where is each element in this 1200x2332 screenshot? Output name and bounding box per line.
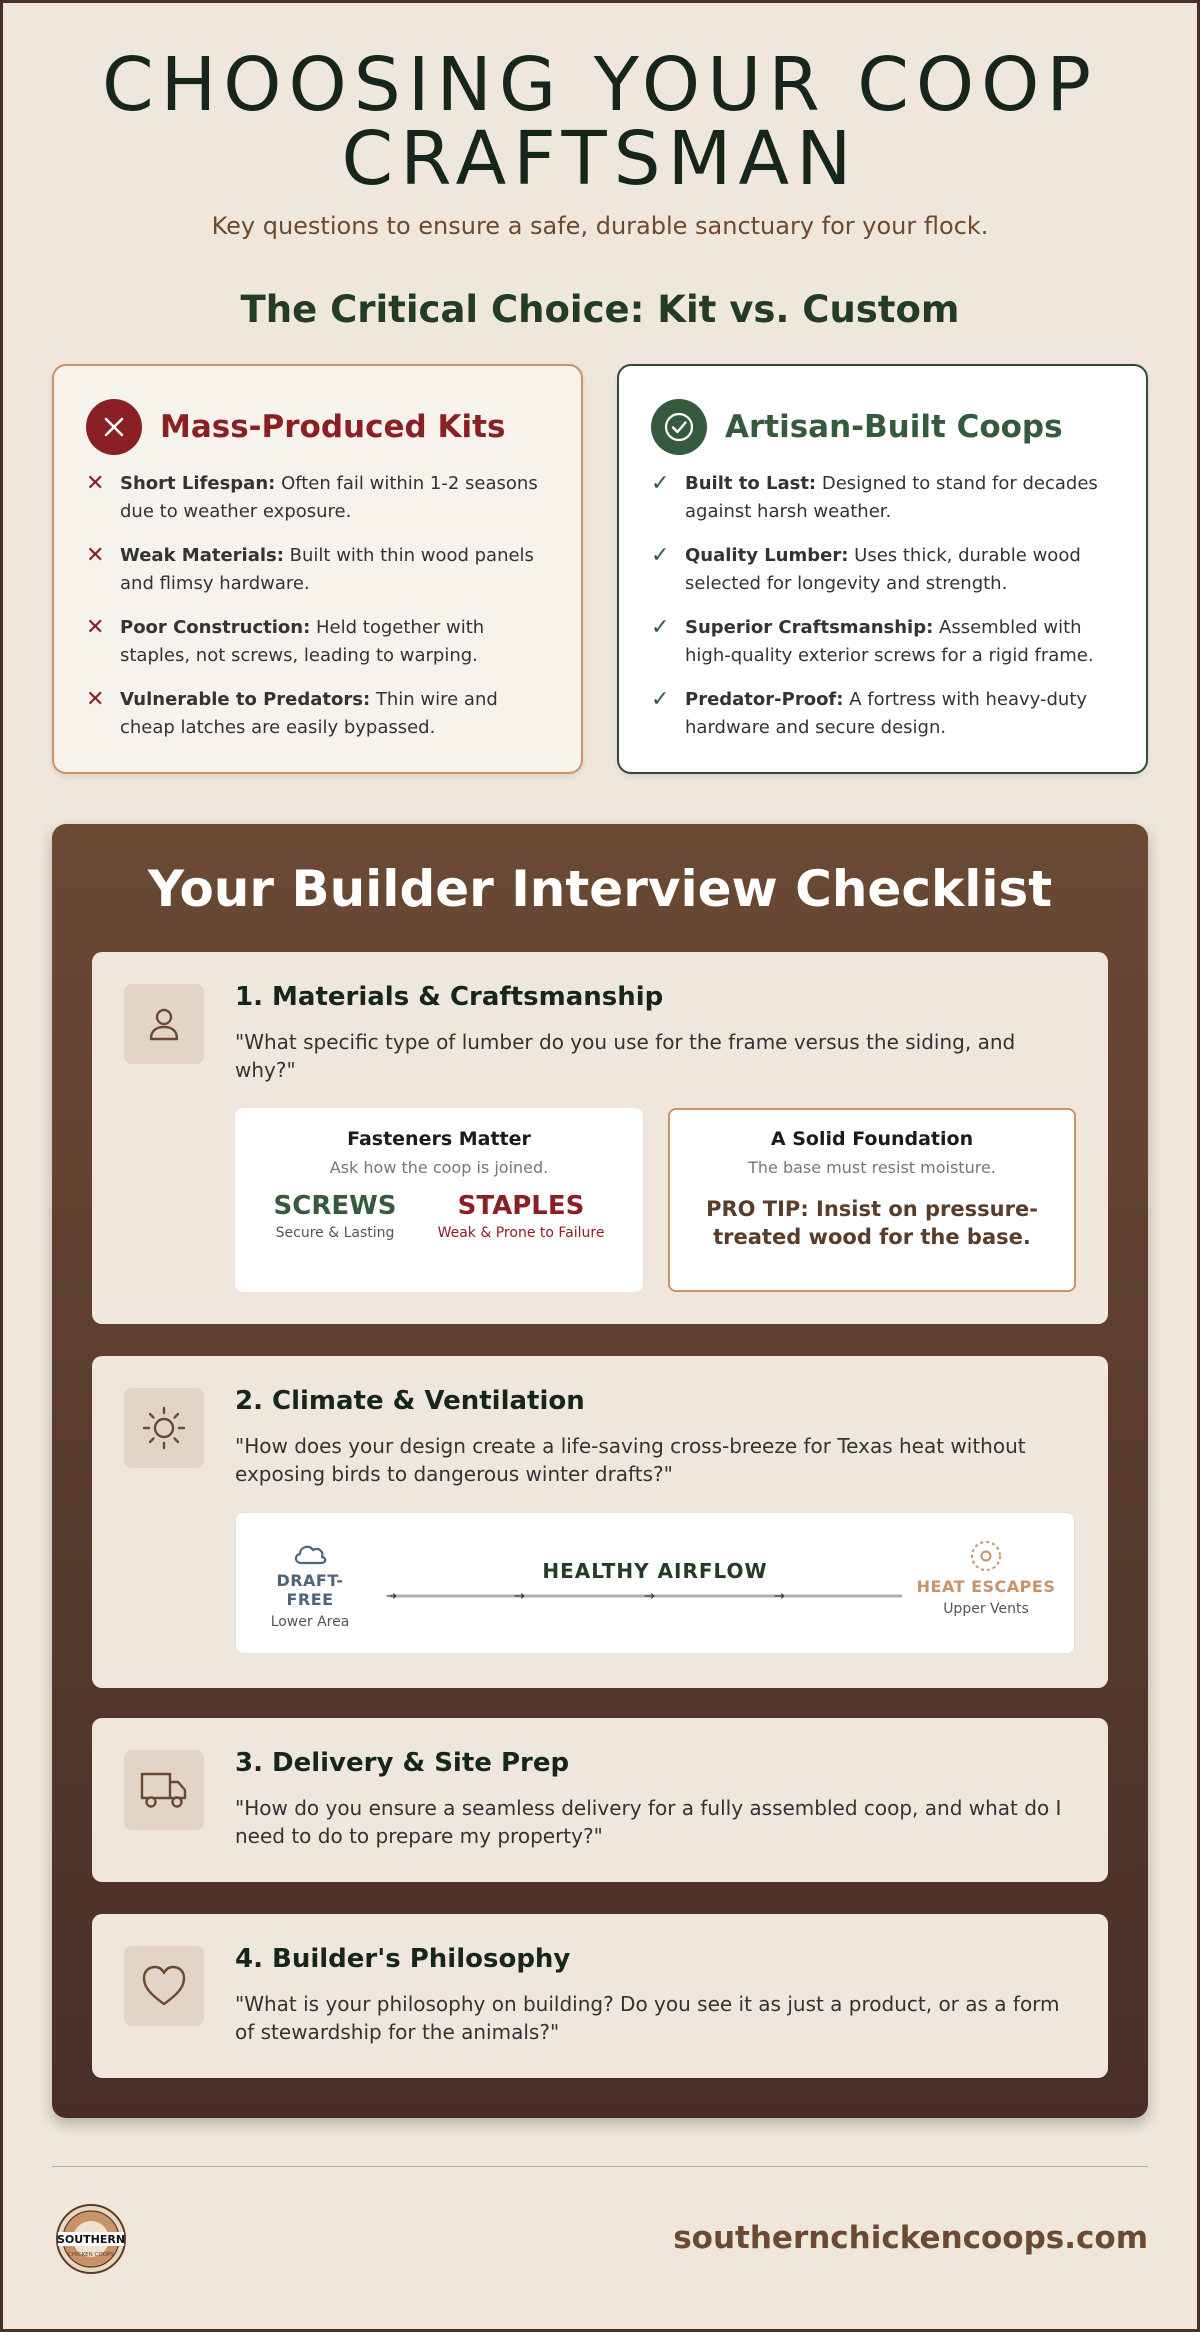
point-label: Quality Lumber: (685, 545, 849, 566)
footer-divider (52, 2166, 1148, 2167)
pro-tip: PRO TIP: Insist on pressure-treated wood for the base. (706, 1197, 1038, 1249)
list-item (86, 614, 551, 670)
airflow-title: HEALTHY AIRFLOW (542, 1559, 768, 1583)
checklist-item-materials (92, 952, 1108, 1324)
fasteners-box (235, 1108, 643, 1292)
x-mark-icon: ✕ (86, 543, 105, 568)
website-link[interactable]: southernchickencoops.com (673, 2220, 1148, 2256)
staples-column (438, 1191, 605, 1241)
checklist-panel (52, 824, 1148, 2118)
x-mark-icon: ✕ (86, 471, 105, 496)
list-item (86, 470, 551, 526)
list-item (86, 542, 551, 598)
list-item (651, 686, 1116, 742)
list-item (651, 470, 1116, 526)
item-title: 4. Builder's Philosophy (235, 1944, 571, 1974)
point-text: Uses thick, durable wood selected for longevity and strength. (685, 545, 1081, 594)
check-mark-icon: ✓ (651, 471, 670, 496)
check-mark-icon: ✓ (651, 615, 670, 640)
item-question: "How do you ensure a seamless delivery for a fully assembled coop, and what do I need to do to prepare my property?" (235, 1796, 1062, 1848)
artisan-points-list (651, 470, 1116, 742)
item-question: "What is your philosophy on building? Do you see it as just a product, or as a form of stewardship for the animals?" (235, 1992, 1060, 2044)
point-text: Held together with staples, not screws, leading to warping. (120, 617, 485, 666)
item-question: "What specific type of lumber do you use for the frame versus the siding, and why?" (235, 1030, 1016, 1082)
heat-escapes-note: Upper Vents (943, 1601, 1029, 1617)
check-mark-icon: ✓ (651, 687, 670, 712)
point-text: Assembled with high-quality exterior screws for a rigid frame. (685, 617, 1094, 666)
kits-card-title: Mass-Produced Kits (160, 409, 506, 445)
page-title-line-2: CRAFTSMAN (341, 116, 859, 202)
item-question: "How does your design create a life-saving cross-breeze for Texas heat without exposing birds to dangerous winter drafts?" (235, 1434, 1026, 1486)
screws-column (274, 1191, 397, 1241)
svg-text:→: → (774, 1589, 785, 1603)
point-label: Poor Construction: (120, 617, 311, 638)
point-text: A fortress with heavy-duty hardware and secure design. (685, 689, 1088, 738)
check-circle-icon (651, 399, 707, 455)
checklist-title: Your Builder Interview Checklist (147, 860, 1053, 918)
draft-free-zone (254, 1539, 366, 1630)
foundation-caption: The base must resist moisture. (748, 1158, 996, 1177)
checklist-item-climate (92, 1356, 1108, 1688)
artisan-card-header (651, 398, 1116, 456)
svg-text:SOUTHERN: SOUTHERN (56, 2233, 126, 2246)
svg-text:→: → (514, 1589, 525, 1603)
list-item (651, 614, 1116, 670)
airflow-diagram (235, 1512, 1075, 1654)
svg-text:CHICKEN COOPS: CHICKEN COOPS (68, 2252, 114, 2258)
foundation-title: A Solid Foundation (770, 1128, 974, 1150)
fasteners-comparison (235, 1191, 643, 1241)
point-label: Vulnerable to Predators: (120, 689, 371, 710)
point-text: Often fail within 1-2 seasons due to weather exposure. (120, 473, 538, 522)
svg-text:→: → (644, 1589, 655, 1603)
fasteners-title: Fasteners Matter (347, 1128, 531, 1150)
point-label: Superior Craftsmanship: (685, 617, 934, 638)
check-mark-icon: ✓ (651, 543, 670, 568)
sun-icon (124, 1388, 204, 1468)
page-subtitle: Key questions to ensure a safe, durable sanctuary for your flock. (211, 212, 989, 240)
checklist-item-delivery (92, 1718, 1108, 1882)
point-label: Predator-Proof: (685, 689, 844, 710)
list-item (651, 542, 1116, 598)
kits-points-list (86, 470, 551, 742)
item-title: 3. Delivery & Site Prep (235, 1748, 570, 1778)
point-text: Designed to stand for decades against harsh weather. (685, 473, 1098, 522)
page-title-line-1: CHOOSING YOUR COOP (101, 42, 1099, 128)
page-title (0, 42, 1200, 202)
heart-icon (124, 1946, 204, 2026)
x-mark-icon: ✕ (86, 687, 105, 712)
item-title: 2. Climate & Ventilation (235, 1386, 585, 1416)
x-circle-icon (86, 399, 142, 455)
heat-escapes-zone (916, 1539, 1056, 1617)
heat-escapes-label: HEAT ESCAPES (916, 1577, 1056, 1596)
brand-logo[interactable] (54, 2202, 128, 2276)
list-item (86, 686, 551, 742)
artisan-card (617, 364, 1148, 774)
draft-free-label: DRAFT-FREE (276, 1571, 344, 1609)
item-title: 1. Materials & Craftsmanship (235, 982, 664, 1012)
point-text: Built with thin wood panels and flimsy hardware. (120, 545, 534, 594)
staples-note: Weak & Prone to Failure (437, 1225, 605, 1241)
staples-label: STAPLES (457, 1191, 585, 1221)
svg-text:→: → (386, 1589, 397, 1603)
screws-label: SCREWS (273, 1191, 397, 1221)
point-text: Thin wire and cheap latches are easily bypassed. (120, 689, 498, 738)
screws-note: Secure & Lasting (275, 1225, 395, 1241)
artisan-card-title: Artisan-Built Coops (725, 409, 1063, 445)
kits-card (52, 364, 583, 774)
checklist-item-philosophy (92, 1914, 1108, 2078)
fasteners-caption: Ask how the coop is joined. (329, 1158, 549, 1177)
heat-vent-icon (969, 1539, 1003, 1573)
foundation-box (668, 1108, 1076, 1292)
person-icon (124, 984, 204, 1064)
point-label: Weak Materials: (120, 545, 284, 566)
airflow-arrow-icon (386, 1589, 906, 1603)
point-label: Short Lifespan: (120, 473, 276, 494)
kits-card-header (86, 398, 551, 456)
draft-free-note: Lower Area (270, 1614, 350, 1630)
comparison-heading: The Critical Choice: Kit vs. Custom (240, 288, 960, 331)
truck-icon (124, 1750, 204, 1830)
point-label: Built to Last: (685, 473, 817, 494)
x-mark-icon: ✕ (86, 615, 105, 640)
